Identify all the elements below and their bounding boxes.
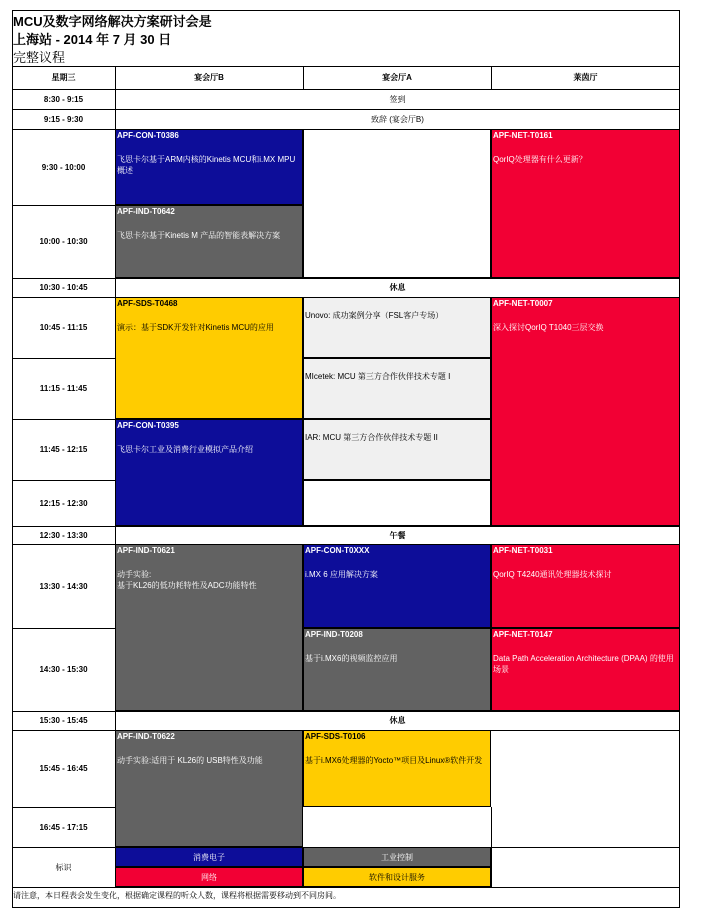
grid-line (12, 278, 680, 279)
session-block[interactable] (303, 628, 491, 711)
grid-line (12, 129, 680, 130)
session-block[interactable] (491, 544, 680, 628)
session-block[interactable] (115, 730, 303, 847)
col-header-day: 星期三 (51, 73, 76, 82)
band-registration: 签到 (389, 94, 406, 104)
session-id: APF-IND-T0622 (117, 732, 175, 741)
empty-slot (303, 480, 491, 526)
grid-line (12, 297, 680, 298)
session-title: i.MX 6 应用解决方案 (305, 570, 378, 579)
session-block[interactable] (303, 297, 491, 358)
session-id: APF-NET-T0147 (493, 630, 553, 639)
grid-line (12, 480, 115, 481)
time-slot: 12:30 - 13:30 (39, 530, 88, 540)
session-block[interactable] (491, 628, 680, 711)
session-title: 飞思卡尔基于ARM内核的Kinetis MCU和i.MX MPU概述 (117, 155, 296, 175)
session-title: Data Path Acceleration Architecture (DPAA) 的使用场景 (493, 654, 674, 674)
time-slot: 9:15 - 9:30 (43, 114, 84, 124)
footnote: 请注意，本日程表会发生变化，根据确定课程的听众人数，课程将根据需要移动到不同房间。 (13, 891, 341, 900)
grid-line (12, 66, 680, 67)
time-slot: 13:30 - 14:30 (39, 581, 88, 591)
grid-line (115, 66, 116, 887)
col-header-room-c: 莱茵厅 (573, 73, 598, 82)
session-title: 动手实验: 基于KL26的低功耗特性及ADC功能特性 (117, 570, 257, 590)
time-slot: 10:30 - 10:45 (39, 283, 88, 292)
session-block[interactable] (115, 419, 303, 526)
session-title: 基于i.MX6处理器的Yocto™项目及Linux®软件开发 (305, 756, 483, 765)
session-block[interactable] (115, 129, 303, 205)
legend-industrial: 工业控制 (303, 847, 491, 867)
session-title: IAR: MCU 第三方合作伙伴技术专题 II (305, 433, 438, 442)
grid-line (12, 544, 680, 545)
legend-label: 标识 (55, 862, 72, 872)
time-slot: 11:15 - 11:45 (39, 384, 88, 393)
session-id: APF-SDS-T0468 (117, 299, 178, 308)
session-title: QorIQ处理器有什么更新？ (493, 155, 587, 164)
session-block[interactable] (115, 297, 303, 419)
session-id: APF-IND-T0642 (117, 207, 175, 216)
session-id: APF-NET-T0007 (493, 299, 553, 308)
time-slot: 8:30 - 9:15 (43, 94, 84, 104)
session-title: 演示：基于SDK开发针对Kinetis MCU的应用 (117, 323, 274, 332)
session-id: APF-NET-T0031 (493, 546, 553, 555)
grid-line (12, 358, 115, 359)
session-id: APF-SDS-T0106 (305, 732, 366, 741)
session-title: 动手实验:适用于 KL26的 USB特性及功能 (117, 756, 263, 765)
event-subtitle: 上海站 - 2014 年 7 月 30 日 (13, 32, 172, 47)
session-id: APF-IND-T0208 (305, 630, 363, 639)
grid-line (491, 847, 492, 887)
session-block[interactable] (303, 730, 491, 807)
session-title: 飞思卡尔基于Kinetis M 产品的智能表解决方案 (117, 231, 281, 240)
time-slot: 10:45 - 11:15 (39, 323, 88, 332)
grid-line (12, 89, 680, 90)
session-id: APF-CON-T0386 (117, 131, 179, 140)
session-block[interactable] (491, 129, 680, 278)
grid-line (12, 628, 115, 629)
time-slot: 12:15 - 12:30 (39, 498, 88, 508)
session-id: APF-CON-T0395 (117, 421, 179, 430)
grid-line (12, 109, 680, 110)
grid-line (12, 419, 303, 420)
session-title: 深入探讨QorIQ T1040三层交换 (493, 323, 604, 332)
time-slot: 15:30 - 15:45 (39, 716, 88, 725)
grid-line (303, 66, 304, 89)
grid-line (12, 887, 680, 888)
session-title: MIcetek: MCU 第三方合作伙伴技术专题 I (305, 372, 451, 381)
session-title: 飞思卡尔工业及消费行业模拟产品介绍 (117, 445, 253, 454)
grid-line (12, 526, 680, 527)
session-title: 基于i.MX6的视频监控应用 (305, 654, 398, 663)
session-block[interactable] (115, 544, 303, 711)
time-slot: 15:45 - 16:45 (39, 764, 88, 773)
time-slot: 9:30 - 10:00 (41, 162, 86, 172)
legend-software: 软件和设计服务 (303, 867, 491, 887)
session-block[interactable] (303, 544, 491, 628)
legend-network: 网络 (115, 867, 303, 887)
band-lunch: 午餐 (389, 530, 406, 540)
grid-line (491, 66, 492, 89)
col-header-room-a: 宴会厅A (382, 73, 412, 82)
session-block[interactable] (303, 419, 491, 480)
band-break: 休息 (389, 716, 406, 725)
session-title: QorIQ T4240通讯处理器技术探讨 (493, 570, 612, 579)
band-break: 休息 (389, 283, 406, 292)
session-id: APF-NET-T0161 (493, 131, 553, 140)
col-header-room-b: 宴会厅B (194, 73, 224, 82)
agenda-sheet (12, 10, 680, 908)
grid-line (12, 807, 115, 808)
session-block[interactable] (303, 358, 491, 419)
session-id: APF-IND-T0621 (117, 546, 175, 555)
grid-line (12, 205, 303, 206)
session-block[interactable] (115, 205, 303, 278)
grid-line (12, 730, 680, 731)
band-welcome: 致辞 (宴会厅B) (371, 114, 424, 124)
time-slot: 14:30 - 15:30 (39, 665, 88, 674)
session-id: APF-CON-T0XXX (305, 546, 370, 555)
session-block[interactable] (491, 297, 680, 526)
session-title: Unovo: 成功案例分享（FSL客户专场） (305, 311, 444, 320)
event-title: MCU及数字网络解决方案研讨会是 (13, 14, 212, 29)
grid-line (491, 807, 492, 847)
time-slot: 16:45 - 17:15 (39, 822, 88, 832)
legend-consumer: 消费电子 (115, 847, 303, 867)
time-slot: 11:45 - 12:15 (39, 445, 88, 454)
grid-line (12, 711, 680, 712)
agenda-label: 完整议程 (13, 50, 66, 65)
empty-slot (303, 129, 491, 278)
time-slot: 10:00 - 10:30 (39, 237, 88, 246)
